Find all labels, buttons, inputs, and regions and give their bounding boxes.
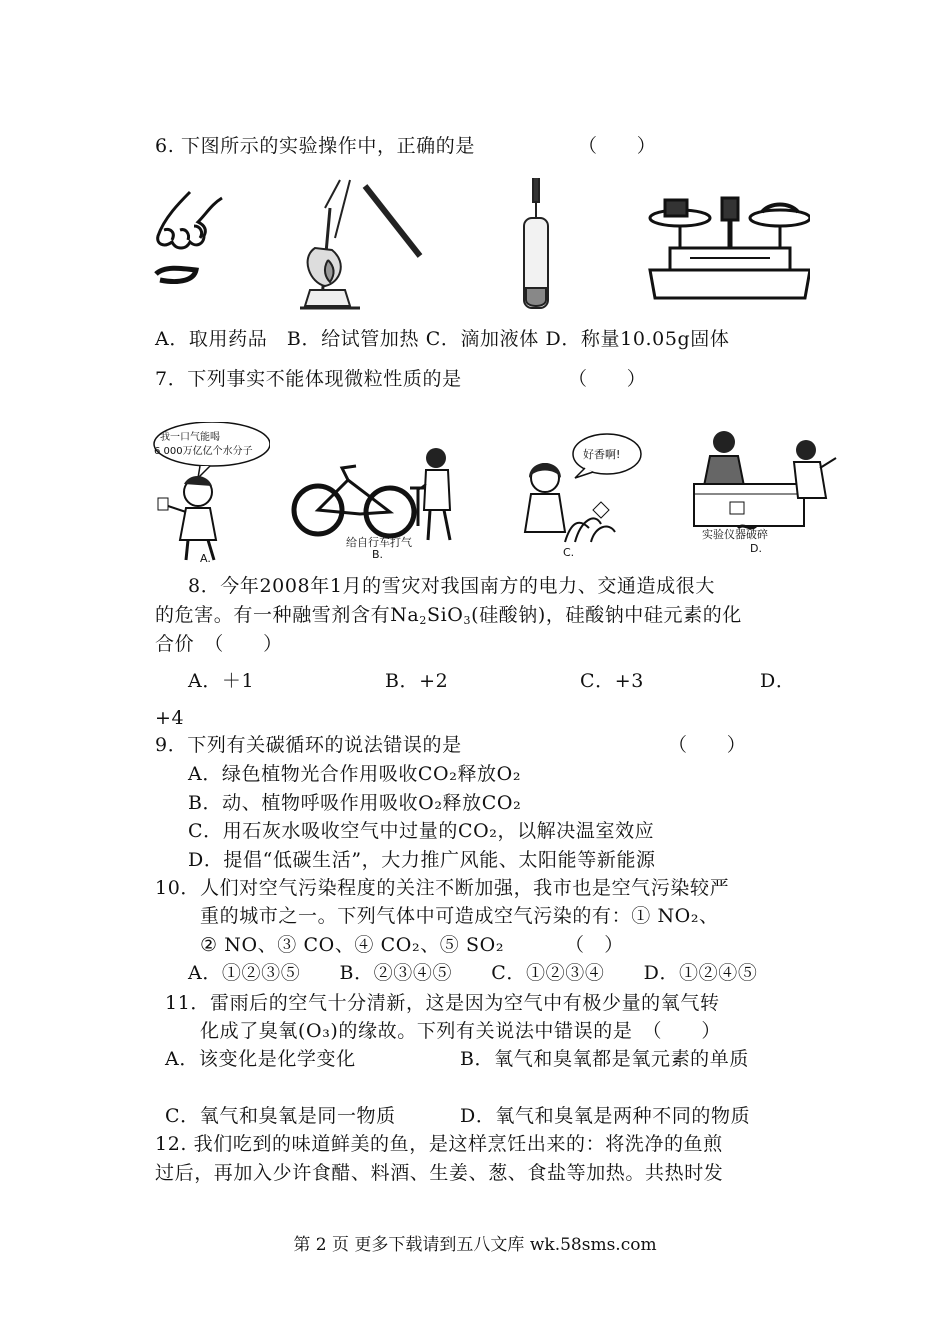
balance-scale-figure <box>650 198 810 298</box>
label-b: B. <box>372 548 384 561</box>
q10-options: A．①②③⑤ B．②③④⑤ C．①②③④ D．①②④⑤ <box>188 962 758 984</box>
q7-answer-paren: （ ） <box>568 368 647 390</box>
hand-taking-chemical-figure <box>156 192 222 282</box>
bubble-c: 好香啊! <box>583 448 621 461</box>
label-d: D. <box>750 542 762 555</box>
heating-test-tube-figure <box>300 180 420 308</box>
q11-option-c: C．氧气和臭氧是同一物质 <box>165 1105 396 1127</box>
q8-option-c: C．+3 <box>580 670 644 692</box>
dropping-liquid-figure <box>524 178 548 308</box>
q10-line1: 10．人们对空气污染程度的关注不断加强，我市也是空气污染较严 <box>155 877 730 899</box>
q12-line1: 12. 我们吃到的味道鲜美的鱼，是这样烹饪出来的：将洗净的鱼煎 <box>155 1133 723 1155</box>
q6-stem: 6. 下图所示的实验操作中，正确的是 <box>155 135 475 157</box>
label-a: A. <box>200 552 211 565</box>
q7-figure-a <box>150 422 270 567</box>
q11-line2: 化成了臭氧(O₃)的缘故。下列有关说法中错误的是 （ ） <box>200 1020 721 1042</box>
bubble-a-line2: 6 000万亿亿个水分子 <box>154 446 253 457</box>
q6-answer-paren: （ ） <box>578 135 657 157</box>
q9-option-b: B．动、植物呼吸作用吸收O₂释放CO₂ <box>188 792 522 814</box>
q9-option-c: C．用石灰水吸收空气中过量的CO₂，以解决温室效应 <box>188 820 655 842</box>
q11-option-b: B．氧气和臭氧都是氧元素的单质 <box>460 1048 749 1070</box>
caption-d: 实验仪器破碎 <box>702 528 768 541</box>
q10-line3: ② NO、③ CO、④ CO₂、⑤ SO₂ <box>200 934 505 956</box>
q6-figure-row <box>150 178 810 313</box>
q12-line2: 过后，再加入少许食醋、料酒、生姜、葱、食盐等加热。共热时发 <box>155 1162 724 1184</box>
page-footer: 第 2 页 更多下载请到五八文库 wk.58sms.com <box>293 1235 657 1255</box>
q11-option-d: D．氧气和臭氧是两种不同的物质 <box>460 1105 751 1127</box>
q8-line3: 合价 （ ） <box>155 633 283 655</box>
q11-option-a: A．该变化是化学变化 <box>165 1048 356 1070</box>
q7-figure-c <box>505 432 645 568</box>
q8-option-d: D． <box>760 670 796 692</box>
caption-b: 给自行车打气 <box>346 536 412 549</box>
q10-answer-paren: （ ） <box>565 934 624 956</box>
q6-options: A．取用药品 B．给试管加热 C．滴加液体 D．称量10.05g固体 <box>155 328 730 350</box>
q9-answer-paren: （ ） <box>668 734 747 756</box>
q8-line2: 的危害。有一种融雪剂含有$Na_2SiO_3$(硅酸钠)，硅酸钠中硅元素的化 <box>155 604 742 627</box>
q9-option-a: A．绿色植物光合作用吸收CO₂释放O₂ <box>188 763 522 785</box>
q8-option-d-value: +4 <box>155 707 185 729</box>
q7-stem: 7．下列事实不能体现微粒性质的是 <box>155 368 462 390</box>
q7-figure-d <box>688 428 838 568</box>
q11-line1: 11．雷雨后的空气十分清新，这是因为空气中有极少量的氧气转 <box>165 992 720 1014</box>
q8-line1: 8．今年2008年1月的雪灾对我国南方的电力、交通造成很大 <box>188 575 715 597</box>
q7-figure-b <box>290 440 470 568</box>
label-c: C. <box>563 546 575 559</box>
q8-option-a: A．＋1 <box>188 670 255 692</box>
q10-line2: 重的城市之一。下列气体中可造成空气污染的有：① NO₂、 <box>200 905 719 927</box>
q8-option-b: B．+2 <box>385 670 449 692</box>
q9-option-d: D．提倡“低碳生活”，大力推广风能、太阳能等新能源 <box>188 849 656 871</box>
bubble-a-line1: 我一口气能喝 <box>160 432 220 443</box>
q9-stem: 9．下列有关碳循环的说法错误的是 <box>155 734 462 756</box>
